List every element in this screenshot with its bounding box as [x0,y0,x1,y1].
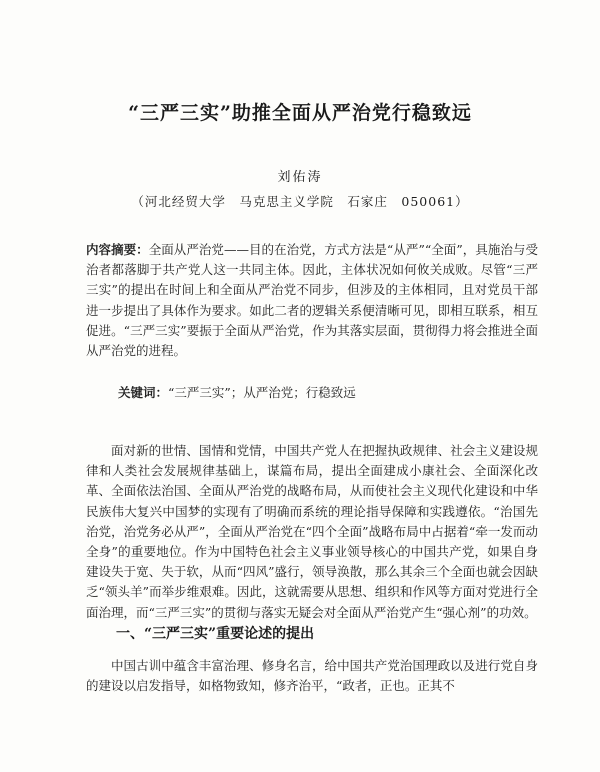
section-heading: 一、“三严三实”重要论述的提出 [116,626,315,642]
author-name: 刘佑涛 [277,170,323,185]
abstract-text: 全面从严治党——目的在治党，方式方法是“从严”“全面”，具施治与受治者都落脚于共产党人这一共同主体。因此，主体状况如何攸关成败。尽管“三严三实”的提出在时间上和全面从严治党不同步，但涉及的主体相同，且对党员干部进一步提出了具体作为要求。如此二者的逻辑关系便清晰可见，即相互联系，相互促进。“三严三实”要振于全面从严治党，作为其落实层面，贯彻得力将会推进全面从严治党的进程。 [86,242,538,359]
author-affiliation: （河北经贸大学 马克思主义学院 石家庄 050061） [131,194,469,209]
keywords-label: 关键词： [118,385,169,400]
abstract-label: 内容摘要： [86,242,149,257]
section-paragraph: 中国古训中蕴含丰富治理、修身名言，给中国共产党治国理政以及进行党自身的建设以启发指导，如格物致知，修齐治平，“政者，正也。正其不 [86,658,538,694]
intro-paragraph: 面对新的世情、国情和党情，中国共产党人在把握执政规律、社会主义建设规律和人类社会发展规律基础上，谋篇布局，提出全面建成小康社会、全面深化改革、全面依法治国、全面从严治党的战略布局，从而使社会主义现代化建设和中华民族伟大复兴中国梦的实现有了明确而系统的理论指导保障和实践遵依。“治国先治党，治党务必从严”，全面从严治党在“四个全面”战略布局中占据着“牵一发而动全身”的重要地位。作为中国特色社会主义事业领导核心的中国共产党，如果自身建设失于宽、失于软，从而“四风”盛行，领导涣散，那么其余三个全面也就会因缺乏“领头羊”而举步维艰难。因此，这就需要从思想、组织和作风等方面对党进行全面治理，而“三严三实”的贯彻与落实无疑会对全面从严治党产生“强心剂”的功效。 [86,443,538,620]
keywords-text: “三严三实”；从严治党；行稳致远 [168,385,356,400]
article-title: “三严三实”助推全面从严治党行稳致远 [128,102,472,124]
abstract [86,240,538,361]
body-section-one [86,656,538,696]
body-intro [86,441,538,623]
keywords [118,383,538,403]
